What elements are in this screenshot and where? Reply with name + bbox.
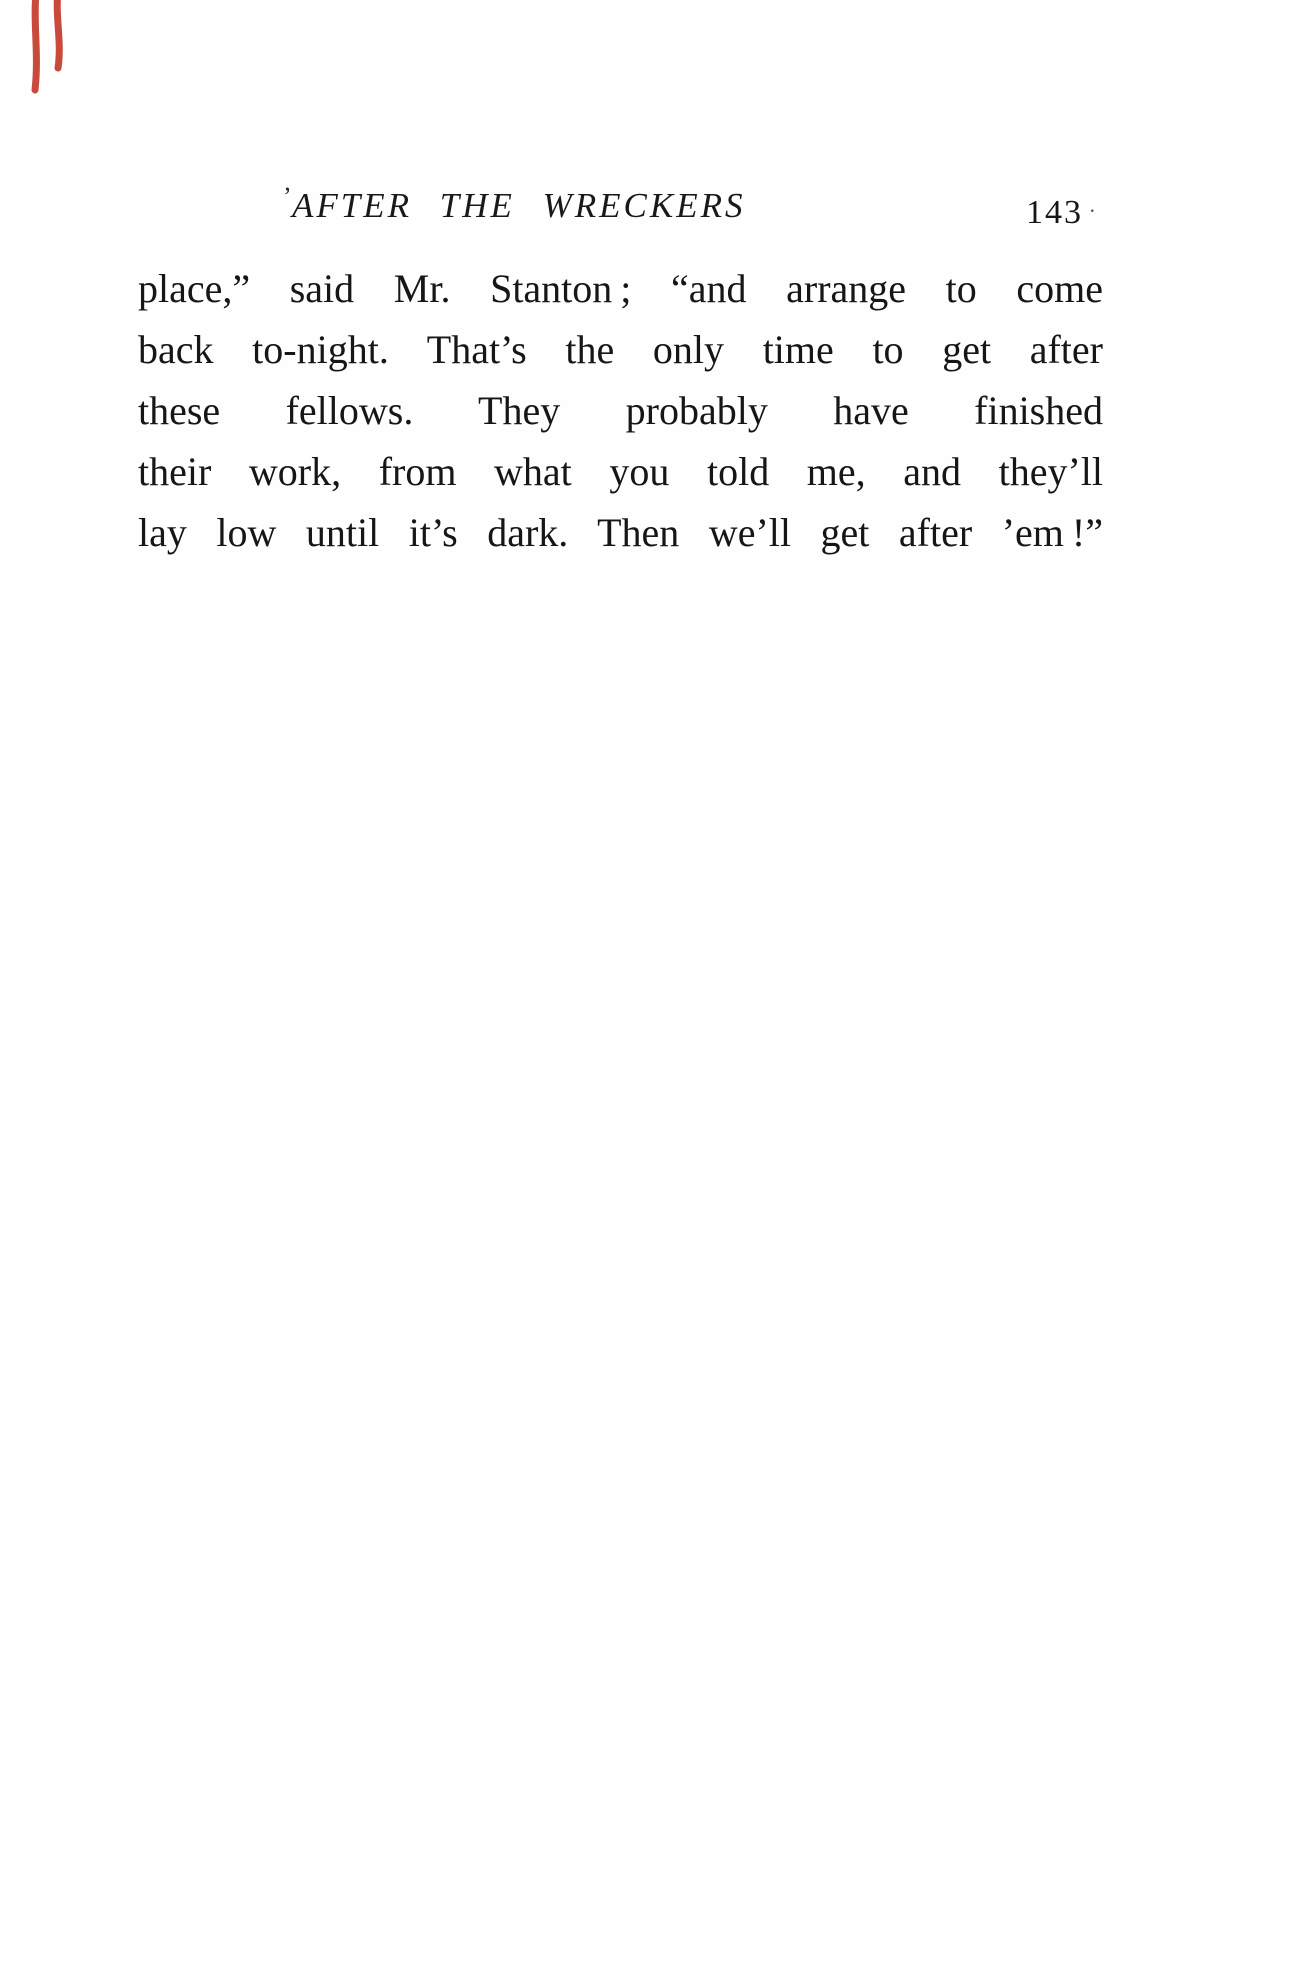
running-header-title: AFTER THE WRECKERS xyxy=(292,186,746,225)
paragraph-line: back to-night. That’s the only time to get after xyxy=(138,327,1103,372)
page-header xyxy=(140,182,1105,232)
header-tick-mark: ’ xyxy=(283,182,292,211)
paragraph-line: lay low until it’s dark. Then we’ll get after ’em !” xyxy=(138,510,1103,555)
paragraph-line: these fellows. They probably have finished xyxy=(138,388,1103,433)
page-number: 143 xyxy=(1026,194,1083,231)
red-pencil-mark xyxy=(22,0,82,102)
paragraph-line: their work, from what you told me, and they’ll xyxy=(138,449,1103,494)
page-number-dot: . xyxy=(1089,192,1095,217)
paragraph xyxy=(138,258,1103,563)
paragraph-line: place,” said Mr. Stanton ; “and arrange to come xyxy=(138,266,1103,311)
